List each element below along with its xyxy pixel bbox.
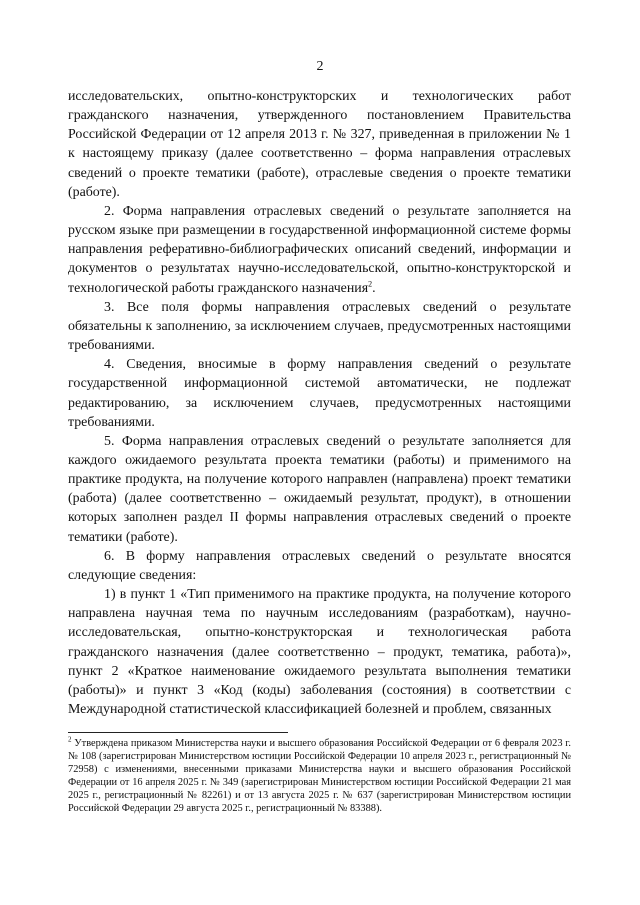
paragraph-6: 6. В форму направления отраслевых сведений о результате вносятся следующие сведения:	[68, 548, 571, 583]
paragraph-6-item-1: 1) в пункт 1 «Тип применимого на практике продукта, на получение которого направлена научная тема по научным исследованиям (разработкам), научно-исследовательская, опытно-конструкторская и технологическая работа гражданского назначения (далее соответственно – продукт, тематика, работа)», пункт 2 «Краткое наименование ожидаемого результата выполнения тематики (работы)» и пункт 3 «Код (коды) заболевания (состояния) в соответствии с Международной статистической классификацией болезней и проблем, связанных	[68, 587, 571, 717]
page-number: 2	[316, 59, 324, 74]
paragraph-2-end: .	[372, 280, 376, 296]
paragraph-continuation: исследовательских, опытно-конструкторских и технологических работ гражданского назначения, утвержденного постановлением Правительства Российской Федерации от 12 апреля 2013 г. № 327, приведенная в приложении № 1 к настоящему приказу (далее соответственно – форма направления отраслевых сведений о проекте тематики (работе), отраслевые сведения о проекте тематики (работе).	[68, 89, 571, 200]
paragraph-2-text: 2. Форма направления отраслевых сведений о результате заполняется на русском языке при размещении в государственной информационной системе формы направления реферативно-библиографических описаний сведений, информации и документов о результатах научно-исследовательской, опытно-конструкторской и технологической работы гражданского назначения	[68, 203, 571, 296]
paragraph-3: 3. Все поля формы направления отраслевых сведений о результате обязательны к заполнению, за исключением случаев, предусмотренных настоящими требованиями.	[68, 299, 571, 354]
footnote-reference: 2	[368, 278, 373, 288]
paragraph-5: 5. Форма направления отраслевых сведений о результате заполняется для каждого ожидаемого результата проекта тематики (работы) и применимого на практике продукта, на получение которого направлен (направлена) проект тематики (работа) (далее соответственно – ожидаемый результат, продукт), в отношении которых заполнен раздел II формы направления отраслевых сведений о проекте тематики (работе).	[68, 433, 571, 545]
paragraph-4: 4. Сведения, вносимые в форму направления сведений о результате государственной информационной системой автоматически, не подлежат редактированию, за исключением случаев, предусмотренных настоящими требованиями.	[68, 357, 571, 430]
footnote	[68, 737, 571, 816]
footnote-text: Утверждена приказом Министерства науки и высшего образования Российской Федерации от 6 февраля 2023 г. № 108 (зарегистрирован Министерством юстиции Российской Федерации 10 апреля 2023 г., регистрационный № 72958) с изменениями, внесенными приказами Министерства науки и высшего образования Российской Федерации от 16 апреля 2025 г. № 349 (зарегистрирован Министерством юстиции Российской Федерации 21 мая 2025 г., регистрационный № 82261) и от 13 августа 2025 г. № 637 (зарегистрирован Министерством юстиции Российской Федерации 29 августа 2025 г., регистрационный № 83388).	[68, 738, 571, 815]
footnote-marker: 2	[68, 735, 72, 744]
paragraph-2	[68, 202, 571, 298]
document-body	[68, 87, 571, 719]
footnote-separator	[68, 732, 288, 733]
